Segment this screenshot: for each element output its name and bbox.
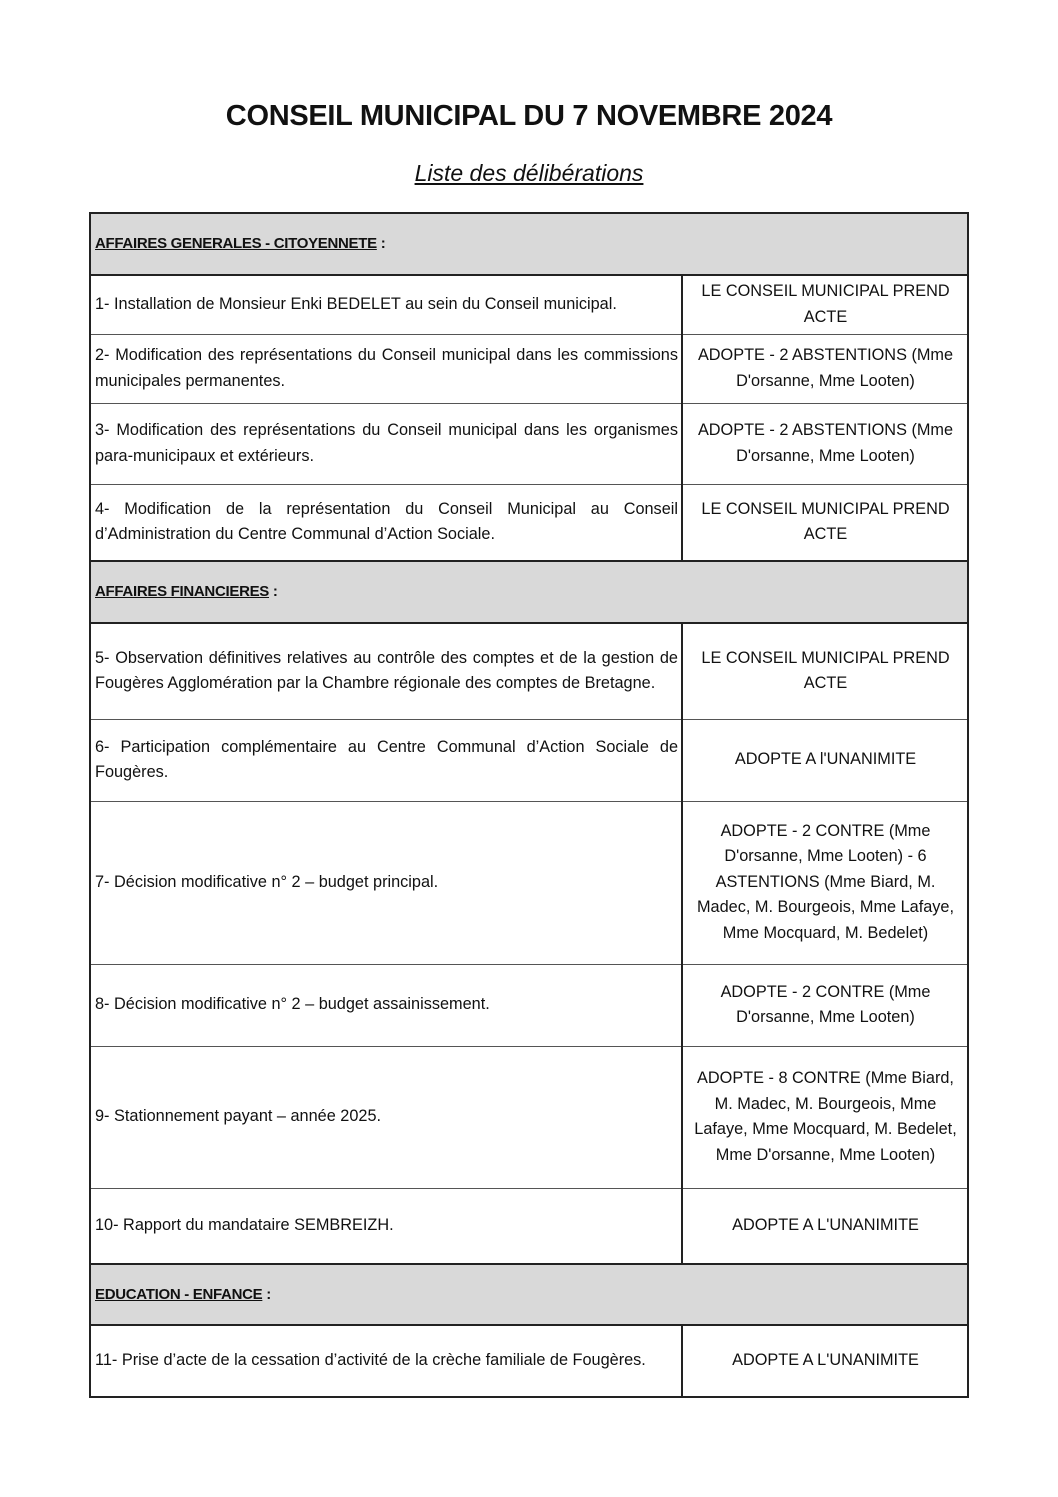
deliberation-text: 9- Stationnement payant – année 2025. [90,1046,682,1188]
table-row [90,1188,968,1264]
deliberation-result: ADOPTE A l'UNANIMITE [682,719,968,801]
section-header-cell [90,213,968,275]
deliberation-text: 1- Installation de Monsieur Enki BEDELET au sein du Conseil municipal. [90,275,682,334]
section-header-affaires-financieres [90,561,968,623]
deliberation-text: 8- Décision modificative n° 2 – budget assainissement. [90,964,682,1046]
table-row [90,403,968,484]
table-row [90,275,968,334]
section-suffix: : [269,583,278,601]
deliberation-text: 2- Modification des représentations du Conseil municipal dans les commissions municipales permanentes. [90,334,682,403]
deliberation-result: ADOPTE - 2 ABSTENTIONS (Mme D'orsanne, Mme Looten) [682,403,968,484]
section-header-cell [90,1264,968,1325]
deliberation-result: ADOPTE - 8 CONTRE (Mme Biard, M. Madec, M. Bourgeois, Mme Lafaye, Mme Mocquard, M. Bedelet, Mme D'orsanne, Mme Looten) [682,1046,968,1188]
table-row [90,1046,968,1188]
section-suffix: : [262,1285,271,1303]
deliberation-result: ADOPTE - 2 CONTRE (Mme D'orsanne, Mme Looten) [682,964,968,1046]
deliberation-text: 6- Participation complémentaire au Centre Communal d’Action Sociale de Fougères. [90,719,682,801]
deliberations-table [89,212,969,1398]
section-suffix: : [376,235,386,253]
page-subtitle [0,160,1058,187]
deliberation-result: ADOPTE - 2 CONTRE (Mme D'orsanne, Mme Looten) - 6 ASTENTIONS (Mme Biard, M. Madec, M. Bourgeois, Mme Lafaye, Mme Mocquard, M. Bedelet) [682,801,968,964]
deliberation-text: 3- Modification des représentations du Conseil municipal dans les organismes para-municipaux et extérieurs. [90,403,682,484]
deliberation-result: LE CONSEIL MUNICIPAL PREND ACTE [682,623,968,719]
section-header-education-enfance [90,1264,968,1325]
table-row [90,801,968,964]
table-row [90,964,968,1046]
deliberation-text: 11- Prise d’acte de la cessation d’activité de la crèche familiale de Fougères. [90,1325,682,1397]
deliberation-text: 5- Observation définitives relatives au contrôle des comptes et de la gestion de Fougères Agglomération par la Chambre régionale des comptes de Bretagne. [90,623,682,719]
page-title: CONSEIL MUNICIPAL DU 7 NOVEMBRE 2024 [225,100,833,132]
section-label: AFFAIRES GENERALES - CITOYENNETE [95,235,377,253]
deliberation-text: 7- Décision modificative n° 2 – budget principal. [90,801,682,964]
deliberation-result: ADOPTE A L'UNANIMITE [682,1325,968,1397]
deliberation-text: 4- Modification de la représentation du Conseil Municipal au Conseil d’Administration du Centre Communal d’Action Sociale. [90,484,682,561]
table-row [90,334,968,403]
deliberation-result: LE CONSEIL MUNICIPAL PREND ACTE [682,275,968,334]
section-label: AFFAIRES FINANCIERES [95,583,270,601]
deliberation-result: LE CONSEIL MUNICIPAL PREND ACTE [682,484,968,561]
table-row [90,1325,968,1397]
deliberation-result: ADOPTE A L'UNANIMITE [682,1188,968,1264]
section-header-cell [90,561,968,623]
section-label: EDUCATION - ENFANCE [95,1285,263,1303]
deliberation-text: 10- Rapport du mandataire SEMBREIZH. [90,1188,682,1264]
table-row [90,623,968,719]
subtitle-text: Liste des délibérations [414,160,644,186]
deliberation-result: ADOPTE - 2 ABSTENTIONS (Mme D'orsanne, Mme Looten) [682,334,968,403]
table-row [90,484,968,561]
table-row [90,719,968,801]
section-header-affaires-generales [90,213,968,275]
